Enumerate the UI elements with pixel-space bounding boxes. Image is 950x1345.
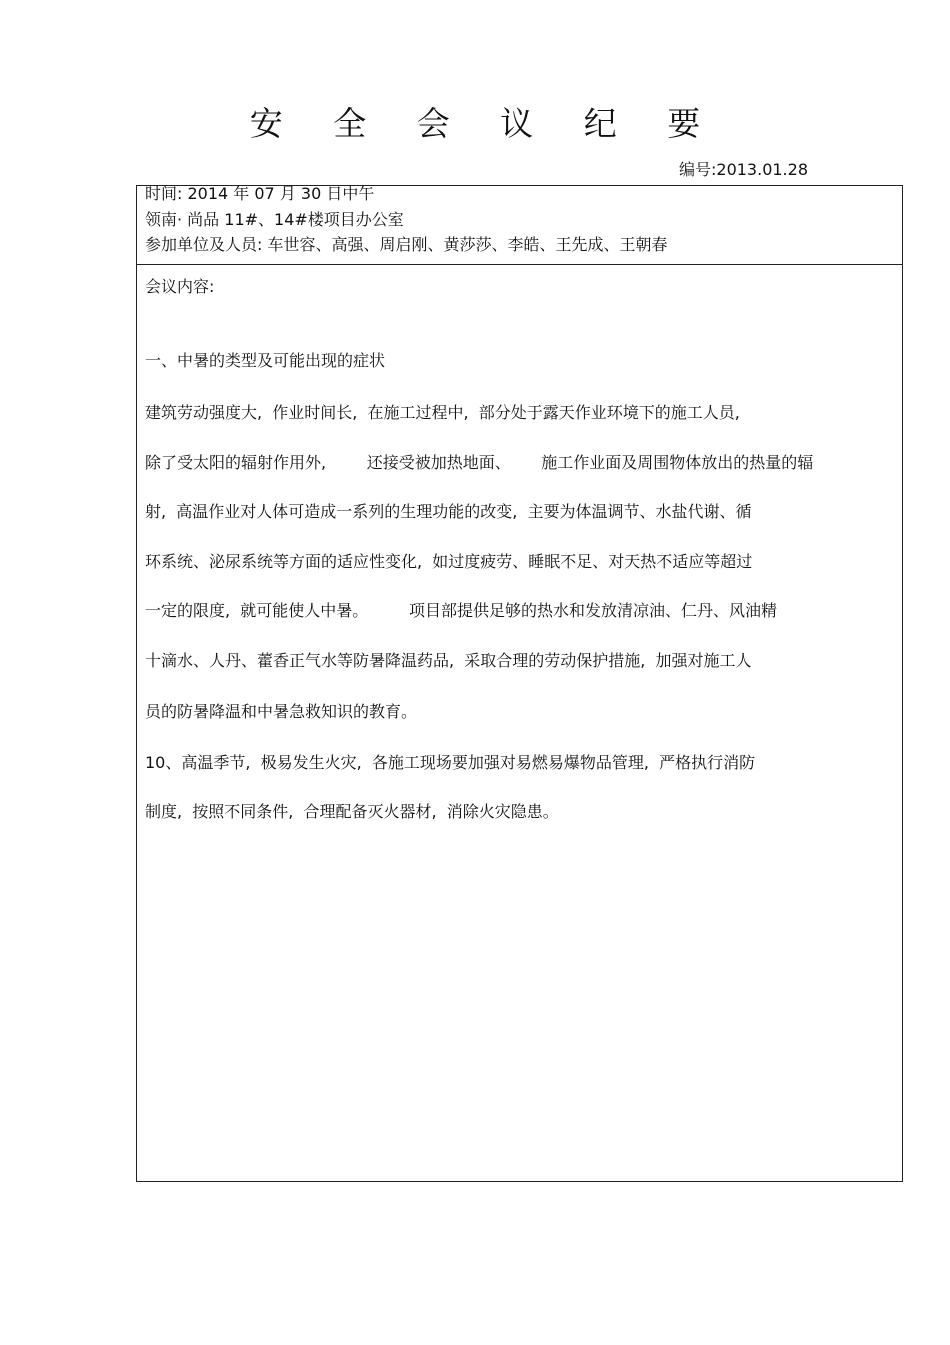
meeting-time: 时间: 2014 年 07 月 30 日中午 [145, 184, 375, 203]
content-line: 环系统、泌尿系统等方面的适应性变化, 如过度疲劳、睡眠不足、对天热不适应等超过 [145, 552, 753, 571]
document-title: 安 全 会 议 纪 要 [249, 104, 721, 143]
meeting-info-box [136, 185, 903, 265]
content-line: 员的防暑降温和中暑急救知识的教育。 [145, 702, 418, 721]
document-number: 编号:2013.01.28 [679, 160, 809, 179]
content-line: 射, 高温作业对人体可造成一系列的生理功能的改变, 主要为体温调节、水盐代谢、循 [145, 502, 752, 521]
content-heading: 会议内容: [145, 277, 215, 296]
content-line: 建筑劳动强度大, 作业时间长, 在施工过程中, 部分处于露天作业环境下的施工人员, [145, 403, 740, 422]
content-line: 一定的限度, 就可能使人中暑。 项目部提供足够的热水和发放清凉油、仁丹、风油精 [145, 601, 777, 620]
section-title: 一、中暑的类型及可能出现的症状 [145, 351, 386, 370]
content-line: 10、高温季节, 极易发生火灾, 各施工现场要加强对易燃易爆物品管理, 严格执行消防 [145, 753, 756, 772]
content-line: 十滴水、人丹、藿香正气水等防暑降温药品, 采取合理的劳动保护措施, 加强对施工人 [145, 651, 752, 670]
meeting-attendees: 参加单位及人员: 车世容、高强、周启刚、黄莎莎、李皓、王先成、王朝春 [145, 235, 668, 254]
content-line: 除了受太阳的辐射作用外, 还接受被加热地面、 施工作业面及周围物体放出的热量的辐 [145, 453, 814, 472]
meeting-location: 领南· 尚品 11#、14#楼项目办公室 [145, 210, 404, 229]
meeting-content-box [136, 264, 903, 1182]
content-line: 制度, 按照不同条件, 合理配备灭火器材, 消除火灾隐患。 [145, 802, 559, 821]
